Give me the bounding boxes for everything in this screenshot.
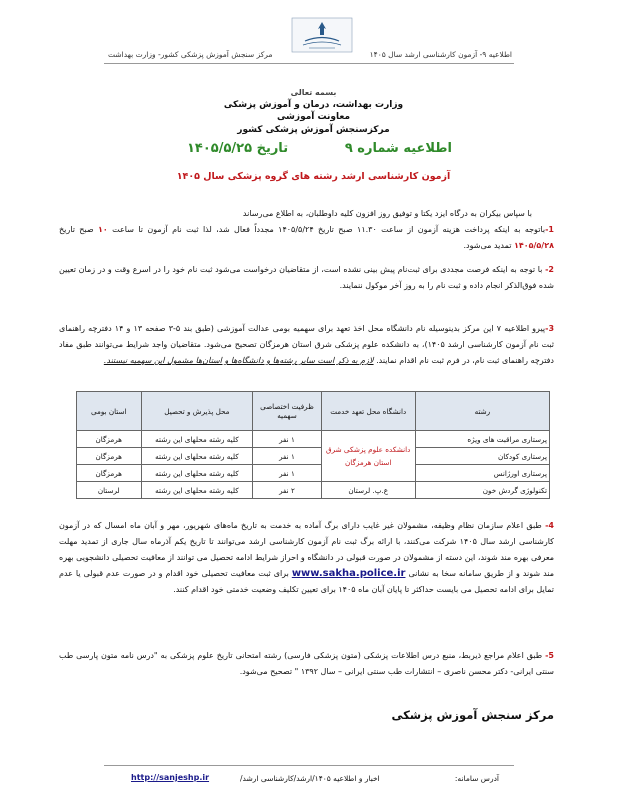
intro-text: با سپاس بیکران به درگاه ایزد یکتا و توفیق روز افزون کلیه داوطلبان، به اطلاع می‌رساند [242,209,532,218]
cell-admission: کلیه رشته محلهای این رشته [141,465,253,482]
footer-address-label: آدرس سامانه: [454,774,499,783]
cell-province: هرمزگان [77,431,142,448]
paragraph-3-text: پیرو اطلاعیه ۷ این مرکز بدینوسیله نام دانشگاه محل اخذ تعهد برای سهمیه بومی عدالت آموزشی (طبق بند ۵-۳ صفحه ۱۳ و ۱۴ دفترچه راهنمای ثبت نام آزمون کارشناسی ارشد ۱۴۰۵)، به دانشکده علوم پزشکی شرق استان هرمزگان تصحیح می‌شود. متقاضیان واجد شرایط می‌توانند طبق مفاد دفترچه راهنمای ثبت نام، در فرم ثبت نام اقدام نمایند. [59,324,554,365]
paragraph-4-text-a: طبق اعلام سازمان نظام وظیفه، مشمولان غیر غایب دارای برگ آماده به خدمت به تاریخ ماه‌های شهریور، مهر و آبان ماه امسال که در آزمون کارشناسی ارشد سال ۱۴۰۵ شرکت می‌کنند، با ارائه برگ ثبت نام آزمون کارشناسی ارشد می‌توانند تا تاریخ یکم آذرماه سال جاری از تمدید مهلت معرفی بهره مند شوند، این دسته از مشمولان در صورت قبولی در دانشگاه و احراز شرایط ادامه تحصیل می توانند از معافیت تحصیلی دانشجویی بهره مند شوند و از طریق سامانه سخا به نشانی [59,521,555,578]
center-name: مرکزسنجش آموزش پزشکی کشور [237,125,390,135]
cell-field: پرستاری کودکان [415,448,549,465]
paragraph-1-highlight-hour: ۱۰ [98,225,108,234]
exam-subtitle: آزمون کارشناسی ارشد رشته های گروه پزشکی سال ۱۴۰۵ [176,171,451,182]
table-header-row [77,392,550,431]
column-header-province: استان بومی [77,392,142,431]
bismillah: بسمه تعالی [290,88,337,97]
column-header-capacity: ظرفیت اختصاصی سهمیه [253,392,321,431]
quota-table [76,391,550,499]
paragraph-1-text-a: باتوجه به اینکه پرداخت هزینه آزمون از ساعت ۱۱.۳۰ صبح تاریخ ۱۴۰۵/۵/۲۴ مجدداً فعال شد، لذا ثبت نام آزمون تا ساعت [107,225,546,234]
sakha-link[interactable]: www.sakha.police.ir [291,568,406,579]
paragraph-1-text-c: تمدید می‌شود. [463,241,514,250]
cell-field: پرستاری مراقبت های ویژه [415,431,549,448]
paragraph-1-highlight-date: ۱۴۰۵/۵/۲۸ [513,241,554,250]
cell-capacity: ۲ نفر [253,482,321,499]
cell-province: لرستان [77,482,142,499]
footer-path: اخبار و اطلاعیه ۱۴۰۵/ارشد/کارشناسی ارشد/ [240,774,380,783]
announcement-number: اطلاعیه شماره ۹ [344,141,452,156]
cell-university-merged: دانشکده علوم پزشکی شرق استان هرمزگان [321,431,415,482]
footer-site-link[interactable]: http://sanjeshp.ir [131,773,210,782]
paragraph-5 [59,648,554,680]
paragraph-3 [59,321,554,369]
deputy-name: معاونت آموزشی [276,112,351,122]
column-header-admission: محل پذیرش و تحصیل [141,392,253,431]
paragraph-1-text-b: صبح تاریخ [59,225,99,234]
item-number-3: 3- [545,324,555,333]
header-announcement-ref: اطلاعیه ۹- آزمون کارشناسی ارشد سال ۱۴۰۵ [369,50,512,59]
ministry-logo [291,17,353,53]
item-number-2: 2- [545,265,554,274]
footer-divider [104,765,514,766]
paragraph-2 [59,262,554,294]
item-number-5: 5- [545,651,554,660]
ministry-name: وزارت بهداشت، درمان و آموزش پزشکی [223,100,404,110]
paragraph-1 [59,222,554,254]
cell-capacity: ۱ نفر [253,431,321,448]
column-header-field: رشته [415,392,549,431]
header-divider [104,63,514,64]
paragraph-2-text: با توجه به اینکه فرصت مجددی برای ثبت‌نام پیش بینی نشده است، از متقاضیان درخواست می‌شود ثبت نام خود را در اسرع وقت و در زمان تعیین شده فوق‌الذکر انجام داده و ثبت نام را به روز آخر موکول ننمایند. [59,265,554,290]
cell-province: هرمزگان [77,448,142,465]
table-row [77,465,550,482]
cell-university: ع.پ. لرستان [321,482,415,499]
column-header-university: دانشگاه محل تعهد خدمت [321,392,415,431]
signature-title: مرکز سنجش آموزش پزشکی [391,708,554,722]
cell-admission: کلیه رشته محلهای این رشته [141,431,253,448]
paragraph-4 [59,518,554,598]
cell-province: هرمزگان [77,465,142,482]
table-row [77,431,550,448]
item-number-1: 1- [545,225,554,234]
paragraph-4-text-b: برای ثبت معافیت تحصیلی خود اقدام و در صورت عدم قبولی یا عدم تمایل برای ادامه تحصیل می بایست حداکثر تا پایان آبان ماه ۱۴۰۵ برای تعیین تکلیف وضعیت خدمتی خود اقدام کنند. [59,569,554,594]
intro-paragraph [59,206,554,222]
item-number-4: 4- [545,521,554,530]
paragraph-3-note: لازم به ذکر است سایر رشته‌ها و دانشگاه‌ها و استان‌ها مشمول این سهمیه نیستند. [103,356,374,365]
announcement-date: تاریخ ۱۴۰۵/۵/۲۵ [187,141,289,156]
cell-capacity: ۱ نفر [253,448,321,465]
cell-capacity: ۱ نفر [253,465,321,482]
cell-field: پرستاری اورژانس [415,465,549,482]
cell-field: تکنولوژی گردش خون [415,482,549,499]
table-row [77,448,550,465]
table-row [77,482,550,499]
cell-admission: کلیه رشته محلهای این رشته [141,482,253,499]
cell-admission: کلیه رشته محلهای این رشته [141,448,253,465]
paragraph-5-text: طبق اعلام مراجع ذیربط، منبع درس اطلاعات پزشکی (متون پزشکی فارسی) رشته امتحانی تاریخ علوم پزشکی به "درس نامه متون پارسی طب سنتی ایرانی- دکتر محسن ناصری – انتشارات طب سنتی ایرانی – سال ۱۳۹۲ " تصحیح می‌شود. [59,651,554,676]
header-organization: مرکز سنجش آموزش پزشکی کشور- وزارت بهداشت [108,50,273,59]
